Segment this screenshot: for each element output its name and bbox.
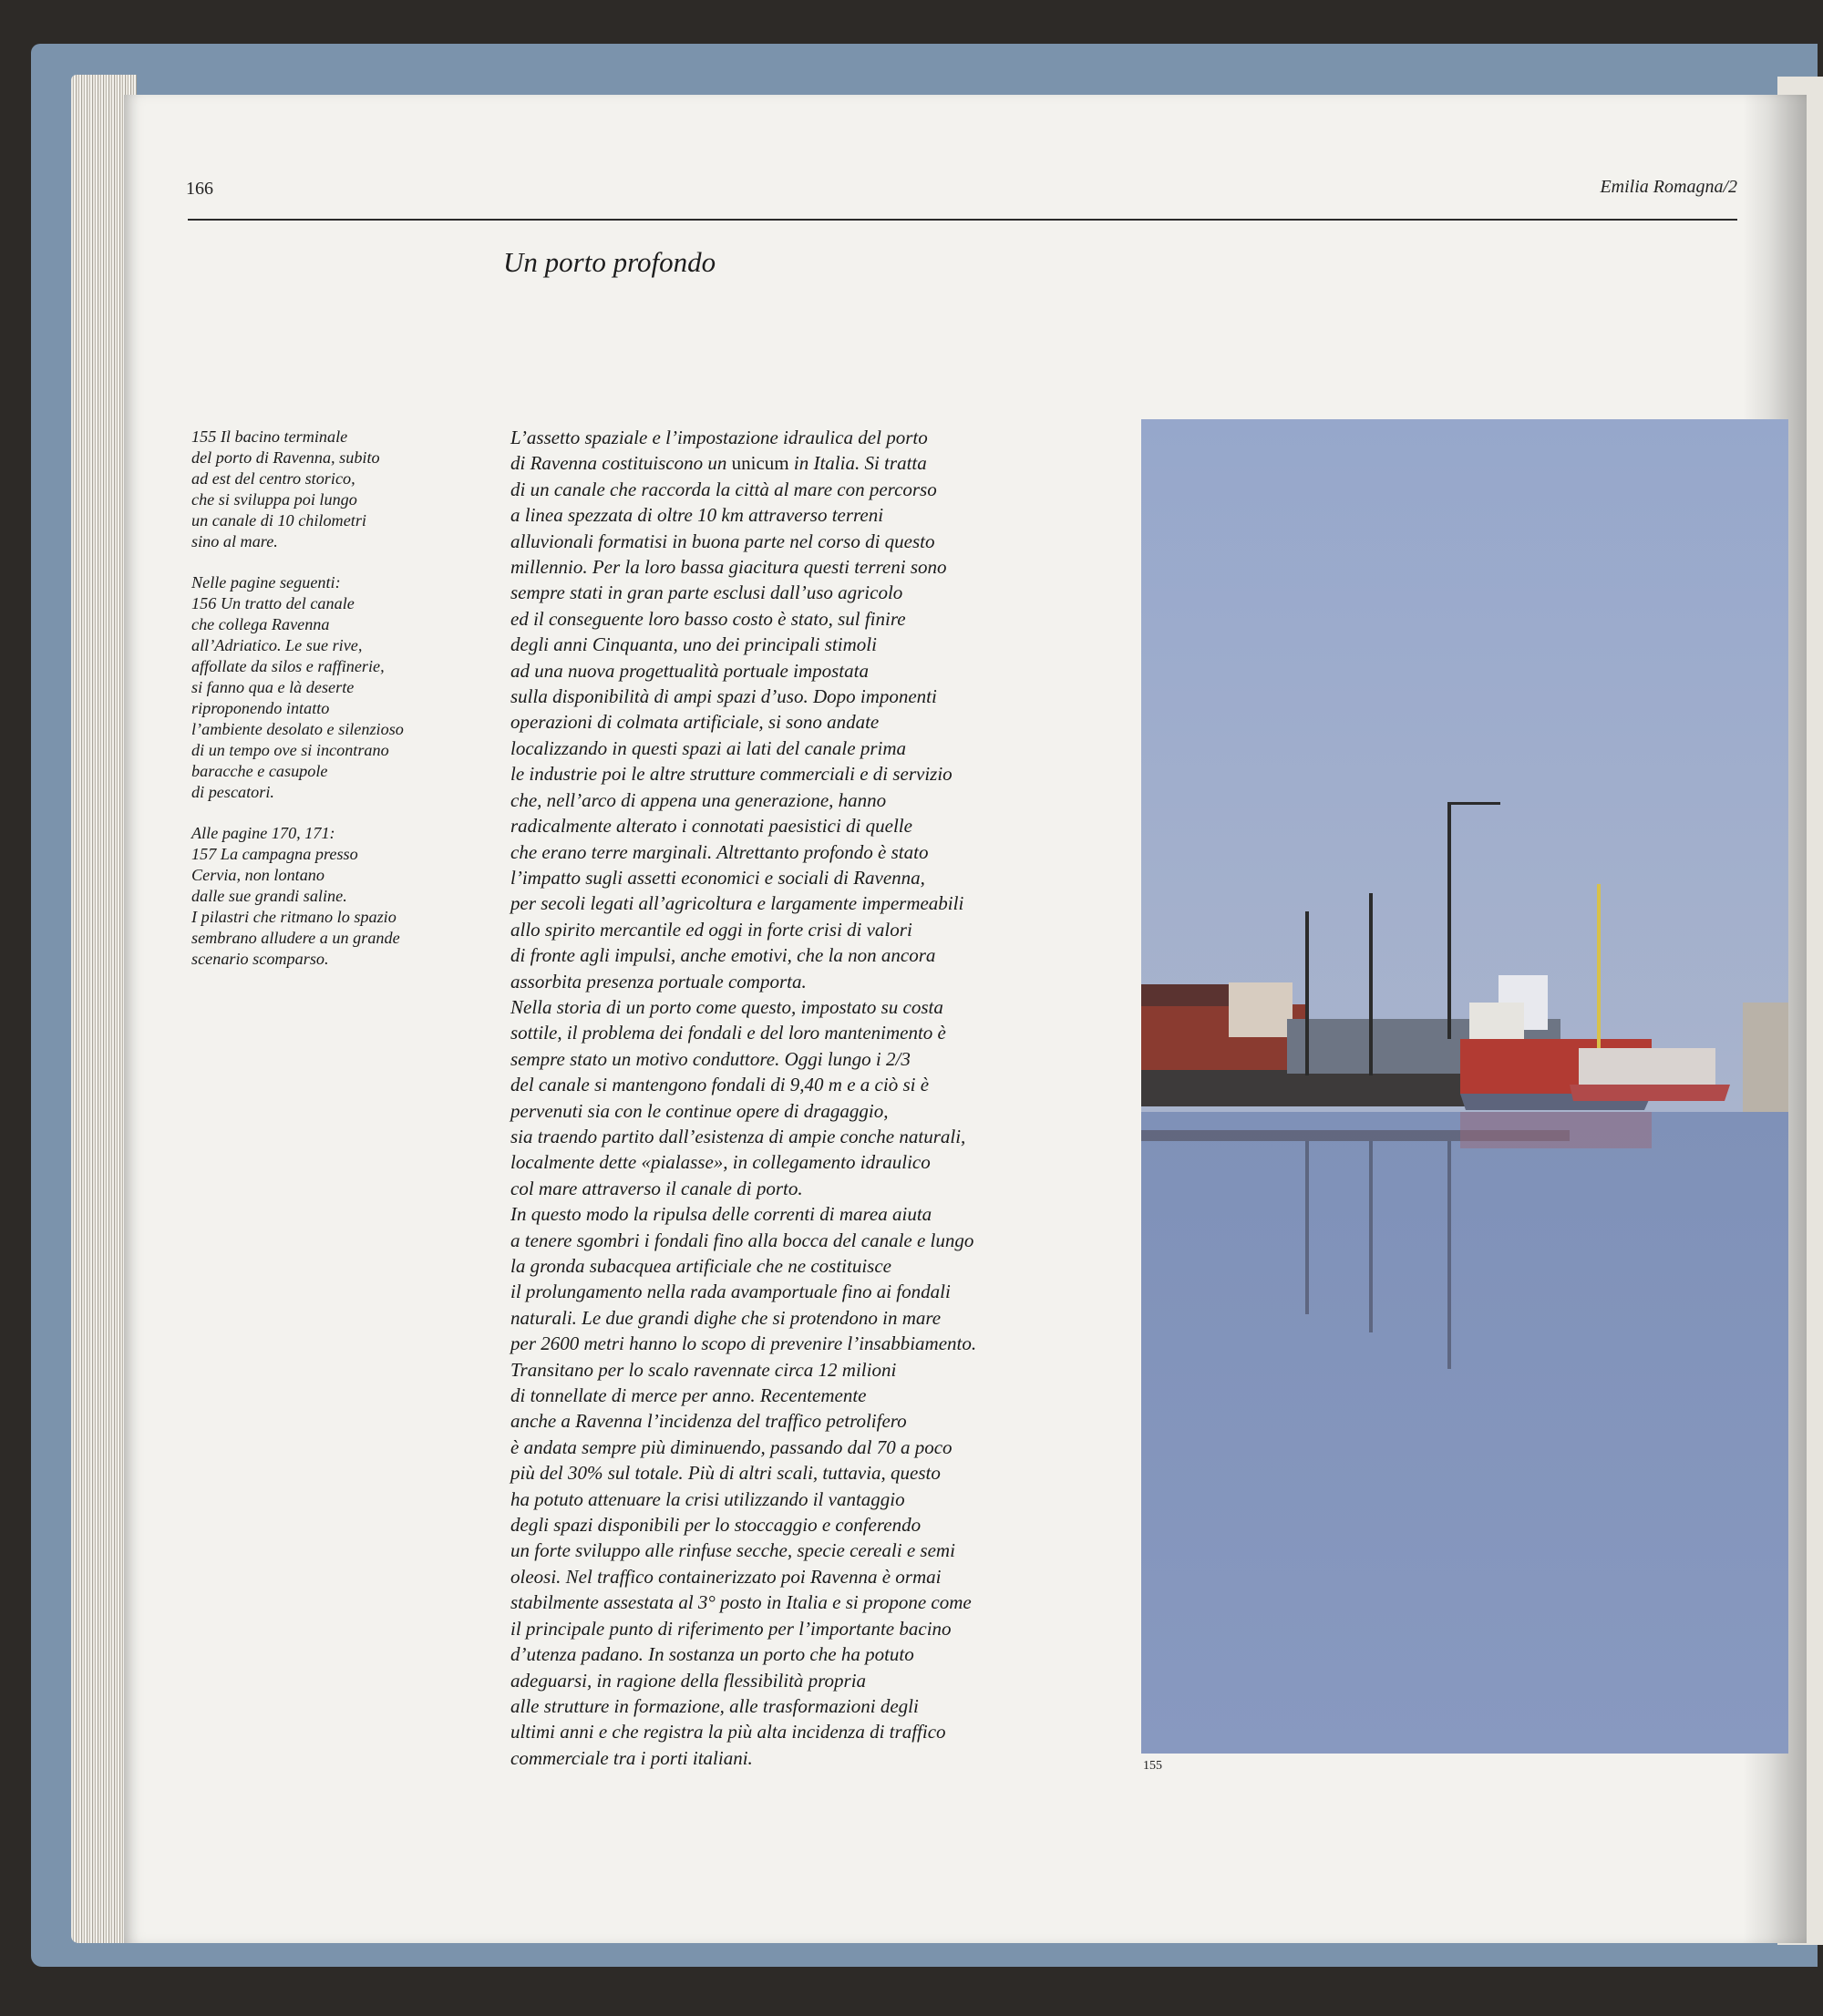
body-text-part-2: in Italia. Si tratta di un canale che raccorda la città al mare con percorso a linea spezzata di oltre 10 km attraverso terreni alluvionali formatisi in buona parte nel corso di questo millennio. Per la loro bassa giacitura questi terreni sono sempre stati in gran parte esclusi dall’uso agricolo ed il conseguente loro basso costo è stato, sul finire degli anni Cinquanta, uno dei principali stimoli ad una nuova progettualità portuale impostata sulla disponibilità di ampi spazi d’uso. Dopo imponenti operazioni di colmata artificiale, si sono andate localizzando in questi spazi ai lati del canale prima le industrie poi le altre strutture commerciali e di servizio che, nell’arco di appena una generazione, hanno radicalmente alterato i connotati paesistici di quelle che erano terre marginali. Altrettanto profondo è stato l’impatto sugli assetti economici e sociali di Ravenna, per secoli legati all’agricoltura e largamente impermeabili allo spirito mercantile ed oggi in forte crisi di valori di fronte agli impulsi, anche emotivi, che la non ancora assorbita presenza portuale comporta. Nella storia di un porto come questo, impostato su costa sottile, il problema dei fondali e del loro mantenimento è sempre stato un motivo conduttore. Oggi lungo i 2/3 del canale si mantengono fondali di 9,40 m e a ciò si è pervenuti sia con le continue opere di dragaggio, sia traendo partito dall’esistenza di ampie conche naturali, localmente dette «pialasse», in collegamento idraulico col mare attraverso il canale di porto. In questo modo la ripulsa delle correnti di marea aiuta a tenere sgombri i fondali fino alla bocca del canale e lungo la gronda subacquea artificiale che ne costituisce il prolungamento nella rada avamportuale fino ai fondali naturali. Le due grandi dighe che si protendono in mare per 2600 metri hanno lo scopo di prevenire l’insabbiamento. Transitano per lo scalo ravennate circa 12 milioni di tonnellate di merce per anno. Recentemente anche a Ravenna l’incidenza del traffico petrolifero è andata sempre più diminuendo, passando dal 70 a poco più del 30% sul totale. Più di altri scali, tuttavia, questo ha potuto attenuare la crisi utilizzando il vantaggio degli spazi disponibili per lo stoccaggio e conferendo un forte sviluppo alle rinfuse secche, specie cereali e semi oleosi. Nel traffico containerizzato poi Ravenna è ormai stabilmente assestata al 3° posto in Italia e si propone come il principale punto di riferimento per l’importante bacino d’utenza padano. In sostanza un porto che ha potuto adeguarsi, in ragione della flessibilità propria alle strutture in formazione, alle trasformazioni degli ultimi anni e che registra la più alta incidenza di traffico commerciale tra i porti italiani. — [510, 452, 977, 1769]
captions-column — [191, 427, 492, 990]
book-page — [124, 95, 1807, 1943]
ravenna-port-image — [1141, 419, 1788, 1754]
caption-156: Nelle pagine seguenti: 156 Un tratto del canale che collega Ravenna all’Adriatico. Le sue rive, affollate da silos e raffinerie, si fanno qua e là deserte riproponendo intatto l’ambiente desolato e silenzioso di un tempo ove si incontrano baracche e casupole di pescatori. — [191, 573, 404, 801]
harbour-photo — [1141, 419, 1788, 1754]
header-rule — [188, 219, 1737, 221]
photo-number: 155 — [1143, 1759, 1162, 1773]
article-title: Un porto profondo — [503, 246, 716, 278]
body-text — [510, 425, 1139, 1771]
running-header: Emilia Romagna/2 — [1600, 177, 1737, 197]
caption-155: 155 Il bacino terminale del porto di Ravenna, subito ad est del centro storico, che si sviluppa poi lungo un canale di 10 chilometri sino al mare. — [191, 427, 380, 550]
body-text-unicum: unicum — [731, 452, 789, 475]
caption-157: Alle pagine 170, 171: 157 La campagna presso Cervia, non lontano dalle sue grandi saline. I pilastri che ritmano lo spazio sembrano alludere a un grande scenario scomparso. — [191, 824, 400, 968]
page-number: 166 — [186, 179, 213, 199]
body-text-part-1: L’assetto spaziale e l’impostazione idraulica del porto di Ravenna costituiscono un — [510, 427, 928, 475]
